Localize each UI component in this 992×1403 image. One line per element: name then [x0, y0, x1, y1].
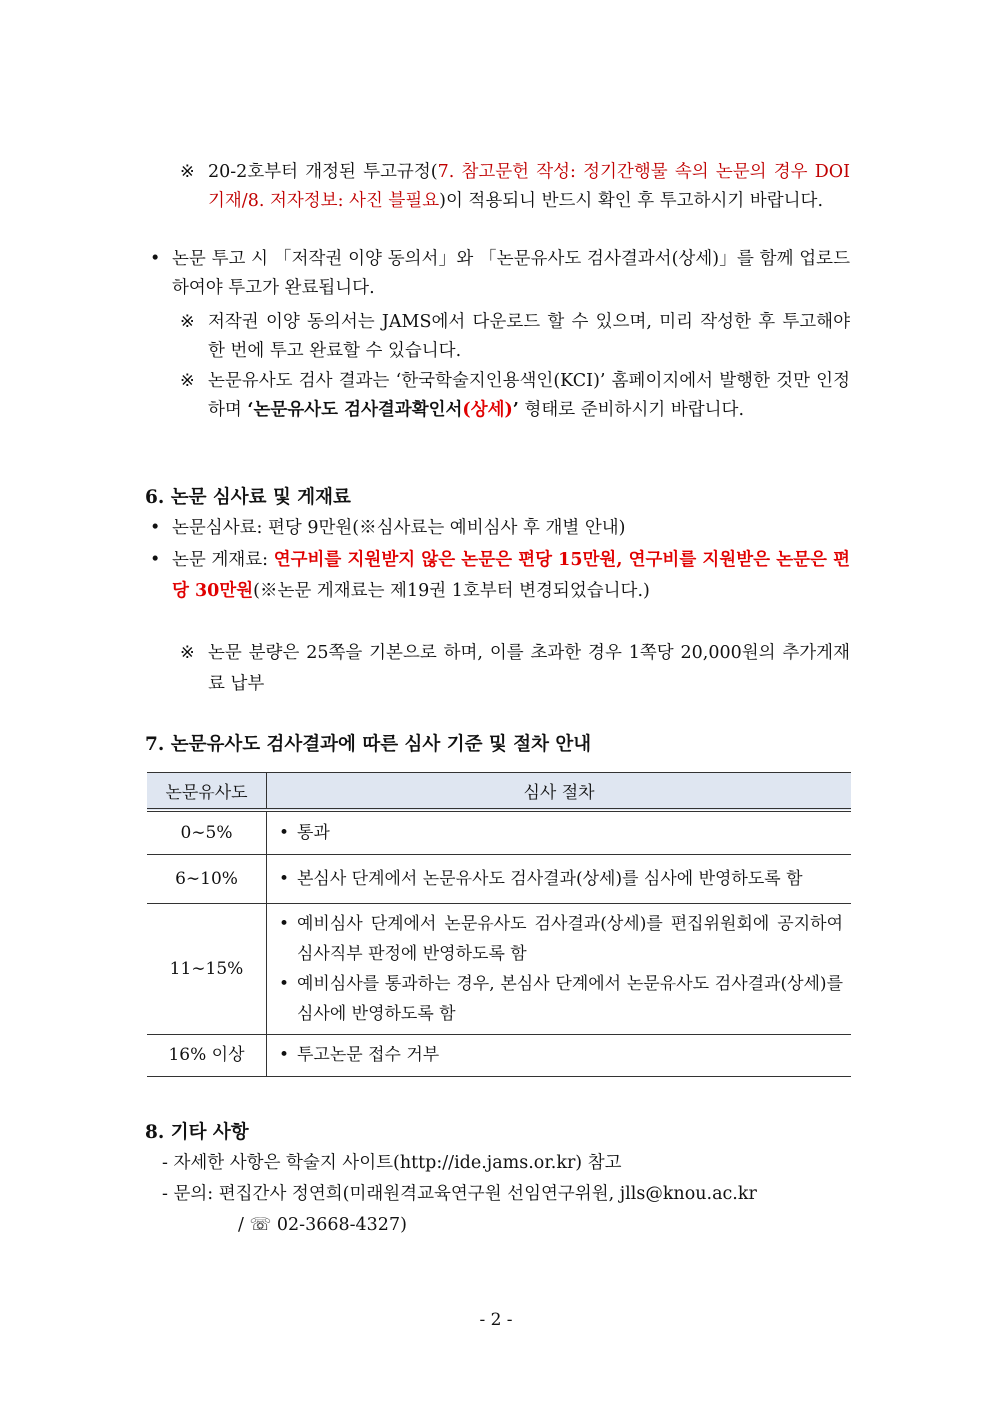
section-8-title: 8. 기타 사항 — [145, 1122, 249, 1143]
note-text-end: 형태로 준비하시기 바랍니다. — [518, 400, 745, 420]
note-text-red: 7. 참고문헌 작성: 정기간행물 속의 논문의 경우 DOI 기재/8. 저자정보: 사진 블필요 — [208, 162, 850, 211]
bullet-submission-docs: • 논문 투고 시 「저작권 이양 동의서」와 「논문유사도 검사결과서(상세)」를 함께 업로드 하여야 투고가 완료됩니다. — [150, 245, 850, 303]
note-text-red: (상세) — [462, 400, 513, 420]
note-mark: ※ — [180, 643, 195, 663]
row-item: • 투고논문 접수 거부 — [277, 1040, 843, 1070]
note-revised-rules — [180, 158, 850, 216]
table-header-row — [147, 773, 851, 811]
bullet-review-fee: • 논문심사료: 편당 9만원(※심사료는 예비심사 후 개별 안내) — [150, 514, 850, 543]
table-row — [147, 903, 851, 1034]
note-similarity-check: ※ 논문유사도 검사 결과는 ‘한국학술지인용색인(KCI)’ 홈페이지에서 발행한 것만 인정하며 ‘논문유사도 검사결과확인서(상세)’ 형태로 준비하시기 바랍니다. — [180, 367, 850, 425]
similarity-table — [147, 772, 851, 1077]
table-row — [147, 854, 851, 903]
note-text-bold: ‘논문유사도 검사결과확인서 — [247, 400, 463, 420]
bullet-text: 논문 게재료: — [172, 550, 274, 570]
row-range: 11∼15% — [147, 903, 267, 1034]
etc-site-line: - 자세한 사항은 학술지 사이트(http://ide.jams.or.kr) 참고 — [162, 1153, 622, 1173]
header-similarity: 논문유사도 — [147, 773, 267, 811]
note-text: 논문유사도 검사 결과는 ‘한국학술지인용색인(KCI)’ 홈페이지에서 발행한 것만 인정하며 — [208, 371, 850, 420]
note-text: 20-2호부터 개정된 투고규정( — [208, 162, 438, 182]
note-mark: ※ — [180, 162, 195, 182]
bullet-text: 논문 투고 시 「저작권 이양 동의서」와 「논문유사도 검사결과서(상세)」를 함께 업로드 하여야 투고가 완료됩니다. — [172, 249, 850, 298]
etc-contact-line: - 문의: 편집간사 정연희(미래원격교육연구원 선임연구위원, jlls@knou.ac.kr — [162, 1184, 757, 1204]
etc-phone-line: / ☏ 02-3668-4327) — [238, 1215, 407, 1235]
row-item: • 예비심사 단계에서 논문유사도 검사결과(상세)를 편집위원회에 공지하여 심사직부 판정에 반영하도록 함 — [277, 909, 843, 969]
row-item: • 통과 — [277, 818, 843, 848]
bullet-text: 논문심사료: 편당 9만원(※심사료는 예비심사 후 개별 안내) — [172, 518, 626, 538]
row-range: 6∼10% — [147, 854, 267, 903]
table-row — [147, 1034, 851, 1076]
page-number: - 2 - — [479, 1310, 513, 1330]
section-7-title: 7. 논문유사도 검사결과에 따른 심사 기준 및 절차 안내 — [145, 734, 592, 755]
note-mark: ※ — [180, 371, 195, 391]
header-procedure: 심사 절차 — [267, 773, 852, 811]
note-text-end: )이 적용되니 반드시 확인 후 투고하시기 바랍니다. — [439, 191, 824, 211]
row-range: 0∼5% — [147, 810, 267, 854]
note-text: 저작권 이양 동의서는 JAMS에서 다운로드 할 수 있으며, 미리 작성한 후 투고해야 한 번에 투고 완료할 수 있습니다. — [208, 312, 850, 361]
row-item: • 예비심사를 통과하는 경우, 본심사 단계에서 논문유사도 검사결과(상세)를 심사에 반영하도록 함 — [277, 969, 843, 1029]
row-range: 16% 이상 — [147, 1034, 267, 1076]
note-copyright — [180, 308, 850, 366]
bullet-text-red: 연구비를 지원받지 않은 논문은 편당 15만원, 연구비를 지원받은 논문은 편당 30만원 — [172, 550, 850, 601]
note-text: 논문 분량은 25쪽을 기본으로 하며, 이를 초과한 경우 1쪽당 20,000원의 추가게재료 납부 — [208, 643, 850, 694]
bullet-text-end: (※논문 게재료는 제19권 1호부터 변경되었습니다.) — [253, 581, 650, 601]
section-6-title: 6. 논문 심사료 및 게재료 — [145, 487, 351, 508]
note-page-limit — [180, 638, 850, 700]
note-mark: ※ — [180, 312, 195, 332]
table-row — [147, 810, 851, 854]
bullet-publication-fee: • 논문 게재료: 연구비를 지원받지 않은 논문은 편당 15만원, 연구비를 지원받은 논문은 편당 30만원(※논문 게재료는 제19권 1호부터 변경되었습니다.) — [150, 550, 850, 601]
row-item: • 본심사 단계에서 논문유사도 검사결과(상세)를 심사에 반영하도록 함 — [277, 864, 843, 894]
